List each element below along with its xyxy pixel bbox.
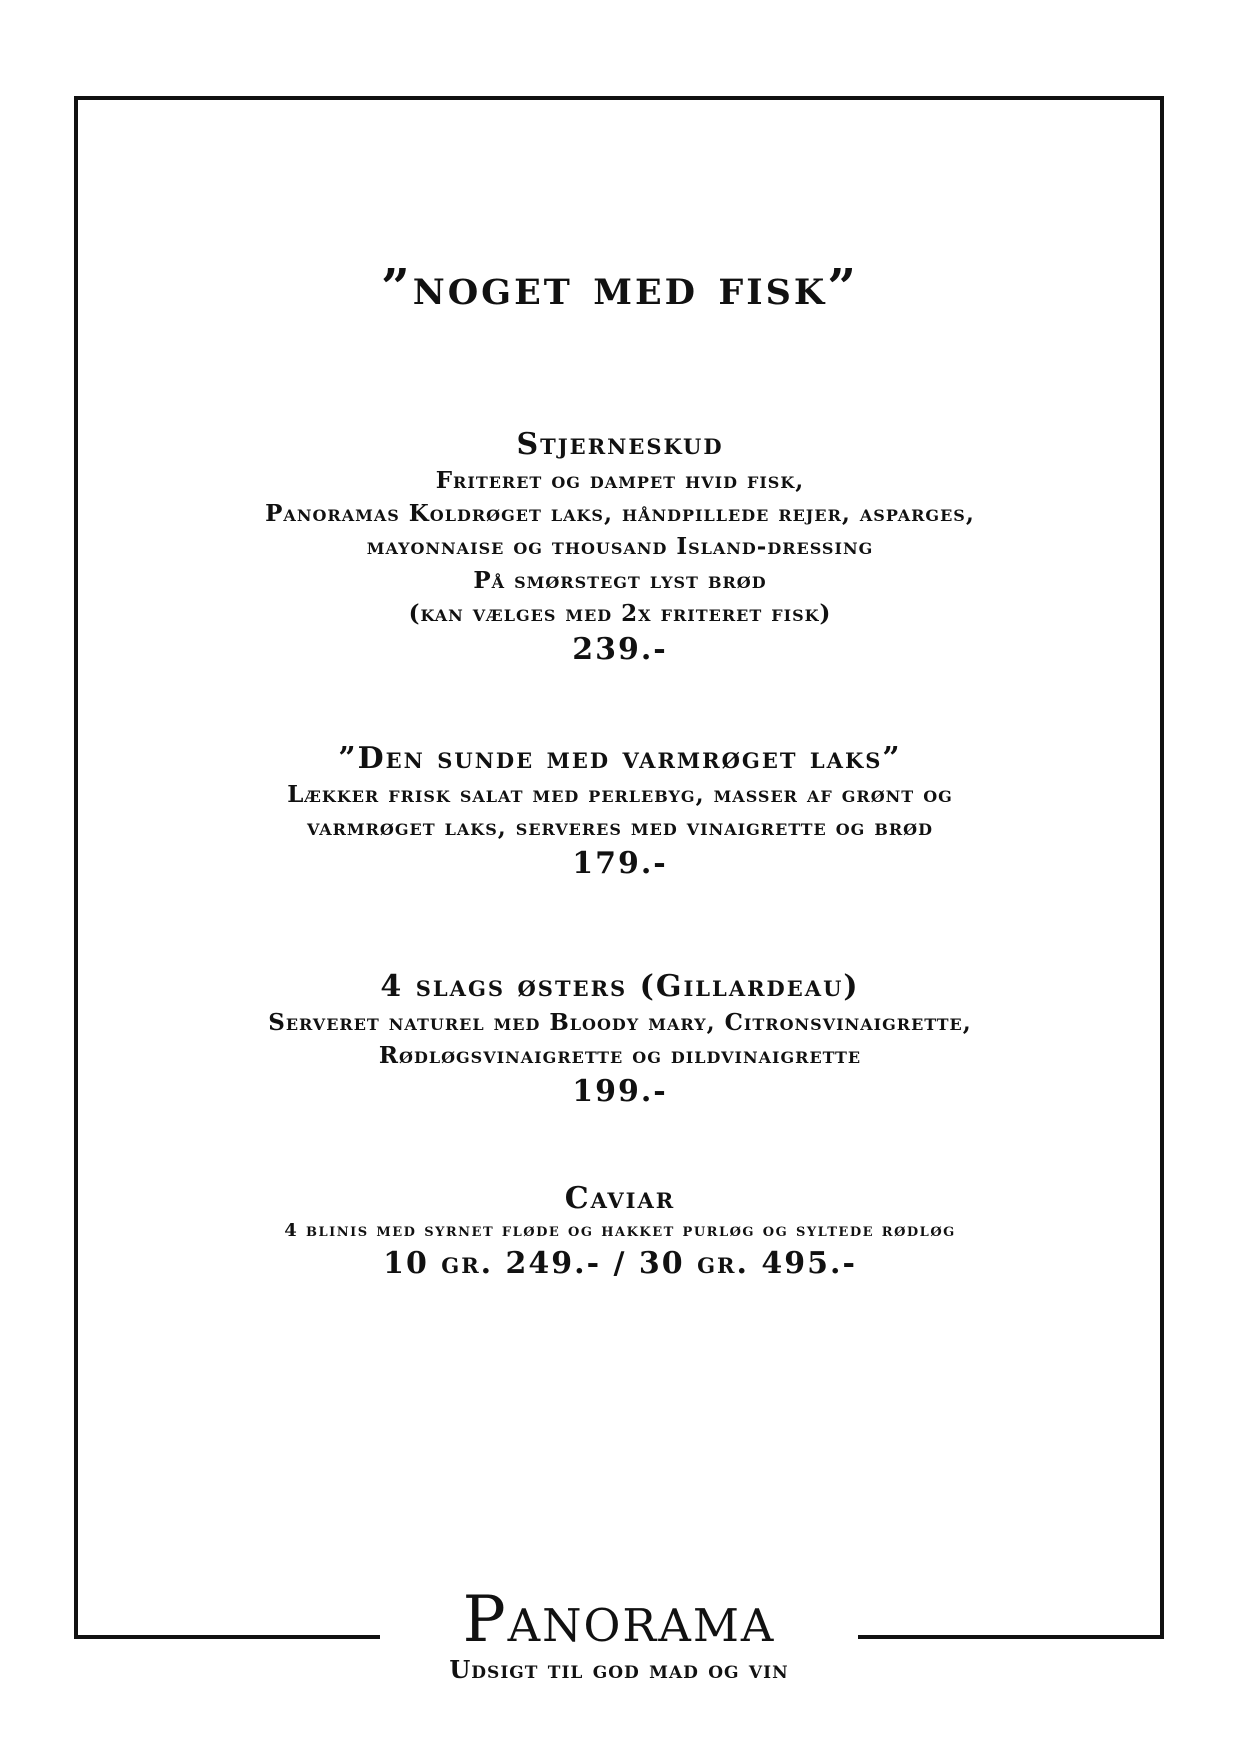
frame-border-bottom-right xyxy=(858,1635,1164,1639)
dish-description-line: Lækker frisk salat med perlebyg, masser af grønt og xyxy=(287,780,953,808)
menu-item-oesters xyxy=(100,968,1140,1113)
dish-price: 239.- xyxy=(572,632,668,668)
dish-description-line: mayonnaise og thousand Island-dressing xyxy=(366,533,874,561)
dish-price: 179.- xyxy=(572,846,668,882)
frame-border-top xyxy=(74,96,1164,100)
dish-description-line: Friteret og dampet hvid fisk, xyxy=(435,466,805,494)
menu-item-stjerneskud xyxy=(100,426,1140,671)
frame-border-left xyxy=(74,96,78,1639)
menu-item-den-sunde xyxy=(100,740,1140,885)
dish-description-line: 4 blinis med syrnet fløde og hakket purløg og syltede rødløg xyxy=(284,1219,956,1241)
menu-title: ”noget med fisk” xyxy=(380,257,860,316)
dish-description-line: (kan vælges med 2x friteret fisk) xyxy=(408,599,832,627)
dish-name: ”Den sunde med varmrøget laks” xyxy=(338,741,902,776)
brand-logo xyxy=(380,1583,858,1684)
dish-price: 199.- xyxy=(572,1074,668,1110)
frame-border-right xyxy=(1160,96,1164,1639)
menu-item-caviar xyxy=(100,1180,1140,1284)
dish-price: 10 gr. 249.- / 30 gr. 495.- xyxy=(383,1245,857,1281)
dish-name: Caviar xyxy=(564,1181,676,1216)
dish-description-line: Panoramas Koldrøget laks, håndpillede rejer, asparges, xyxy=(265,499,975,527)
frame-border-bottom-left xyxy=(74,1635,380,1639)
dish-description-line: Serveret naturel med Bloody mary, Citronsvinaigrette, xyxy=(268,1008,972,1036)
dish-name: Stjerneskud xyxy=(516,427,724,462)
brand-name: Panorama xyxy=(462,1583,776,1657)
dish-description-line: Rødløgsvinaigrette og dildvinaigrette xyxy=(378,1041,862,1069)
dish-name: 4 slags østers (Gillardeau) xyxy=(380,969,860,1004)
dish-description-line: varmrøget laks, serveres med vinaigrette og brød xyxy=(307,813,933,841)
dish-description-line: På smørstegt lyst brød xyxy=(473,566,767,594)
brand-tagline: Udsigt til god mad og vin xyxy=(449,1655,789,1684)
